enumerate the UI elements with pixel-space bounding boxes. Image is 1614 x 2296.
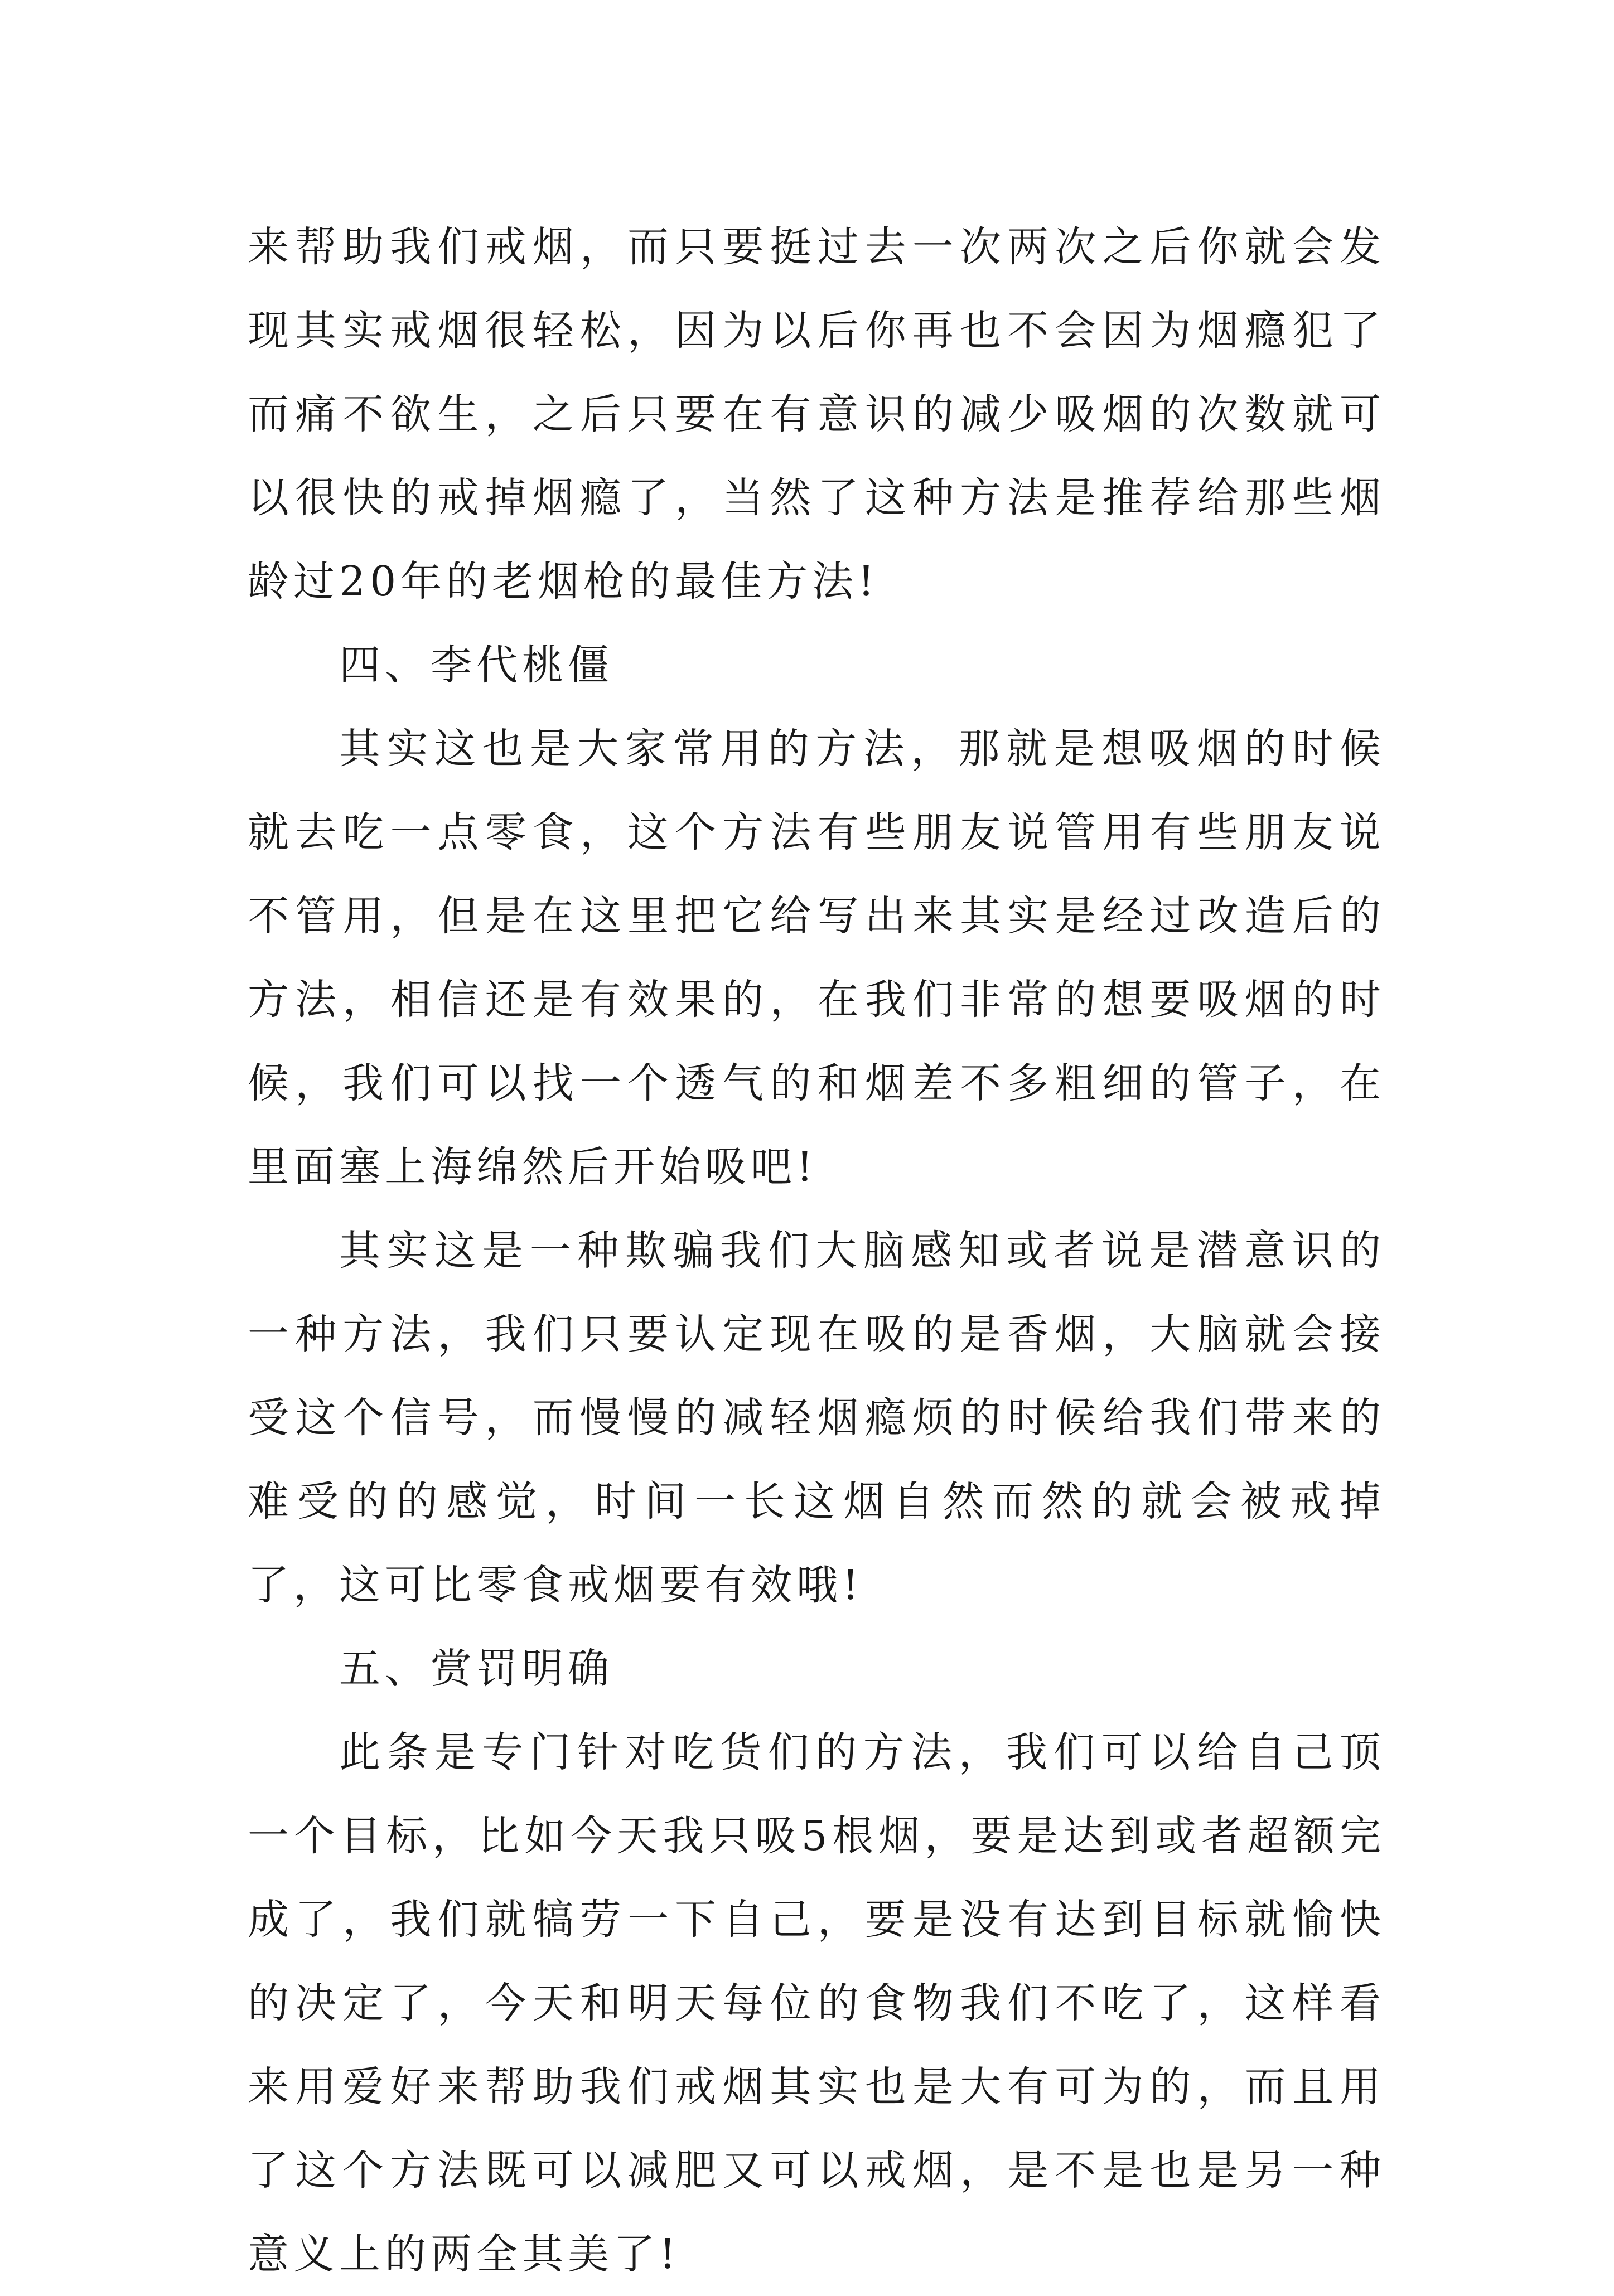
paragraph-section-4-a: 其实这也是大家常用的方法，那就是想吸烟的时候就去吃一点零食，这个方法有些朋友说管用有些朋友说不管用，但是在这里把它给写出来其实是经过改造后的方法，相信还是有效果的，在我们非常的想要吸烟的时候，我们可以找一个透气的和烟差不多粗细的管子，在里面塞上海绵然后开始吸吧! bbox=[248, 725, 1385, 1191]
section-heading-4: 四、李代桃僵 bbox=[339, 641, 613, 689]
paragraph-continuation: 来帮助我们戒烟，而只要挺过去一次两次之后你就会发现其实戒烟很轻松，因为以后你再也不会因为烟瘾犯了而痛不欲生，之后只要在有意识的减少吸烟的次数就可以很快的戒掉烟瘾了，当然了这种方法是推荐给那些烟龄过20年的老烟枪的最佳方法! bbox=[248, 223, 1385, 606]
section-heading-5: 五、赏罚明确 bbox=[339, 1645, 613, 1693]
document-body bbox=[248, 205, 1385, 2296]
paragraph-section-5: 此条是专门针对吃货们的方法，我们可以给自己顶一个目标，比如今天我只吸5根烟，要是达到或者超额完成了，我们就犒劳一下自己，要是没有达到目标就愉快的决定了，今天和明天每位的食物我们不吃了，这样看来用爱好来帮助我们戒烟其实也是大有可为的，而且用了这个方法既可以减肥又可以戒烟，是不是也是另一种意义上的两全其美了! bbox=[248, 1728, 1385, 2278]
paragraph-section-4-b: 其实这是一种欺骗我们大脑感知或者说是潜意识的一种方法，我们只要认定现在吸的是香烟，大脑就会接受这个信号，而慢慢的减轻烟瘾烦的时候给我们带来的难受的的感觉，时间一长这烟自然而然的就会被戒掉了，这可比零食戒烟要有效哦! bbox=[248, 1227, 1385, 1609]
